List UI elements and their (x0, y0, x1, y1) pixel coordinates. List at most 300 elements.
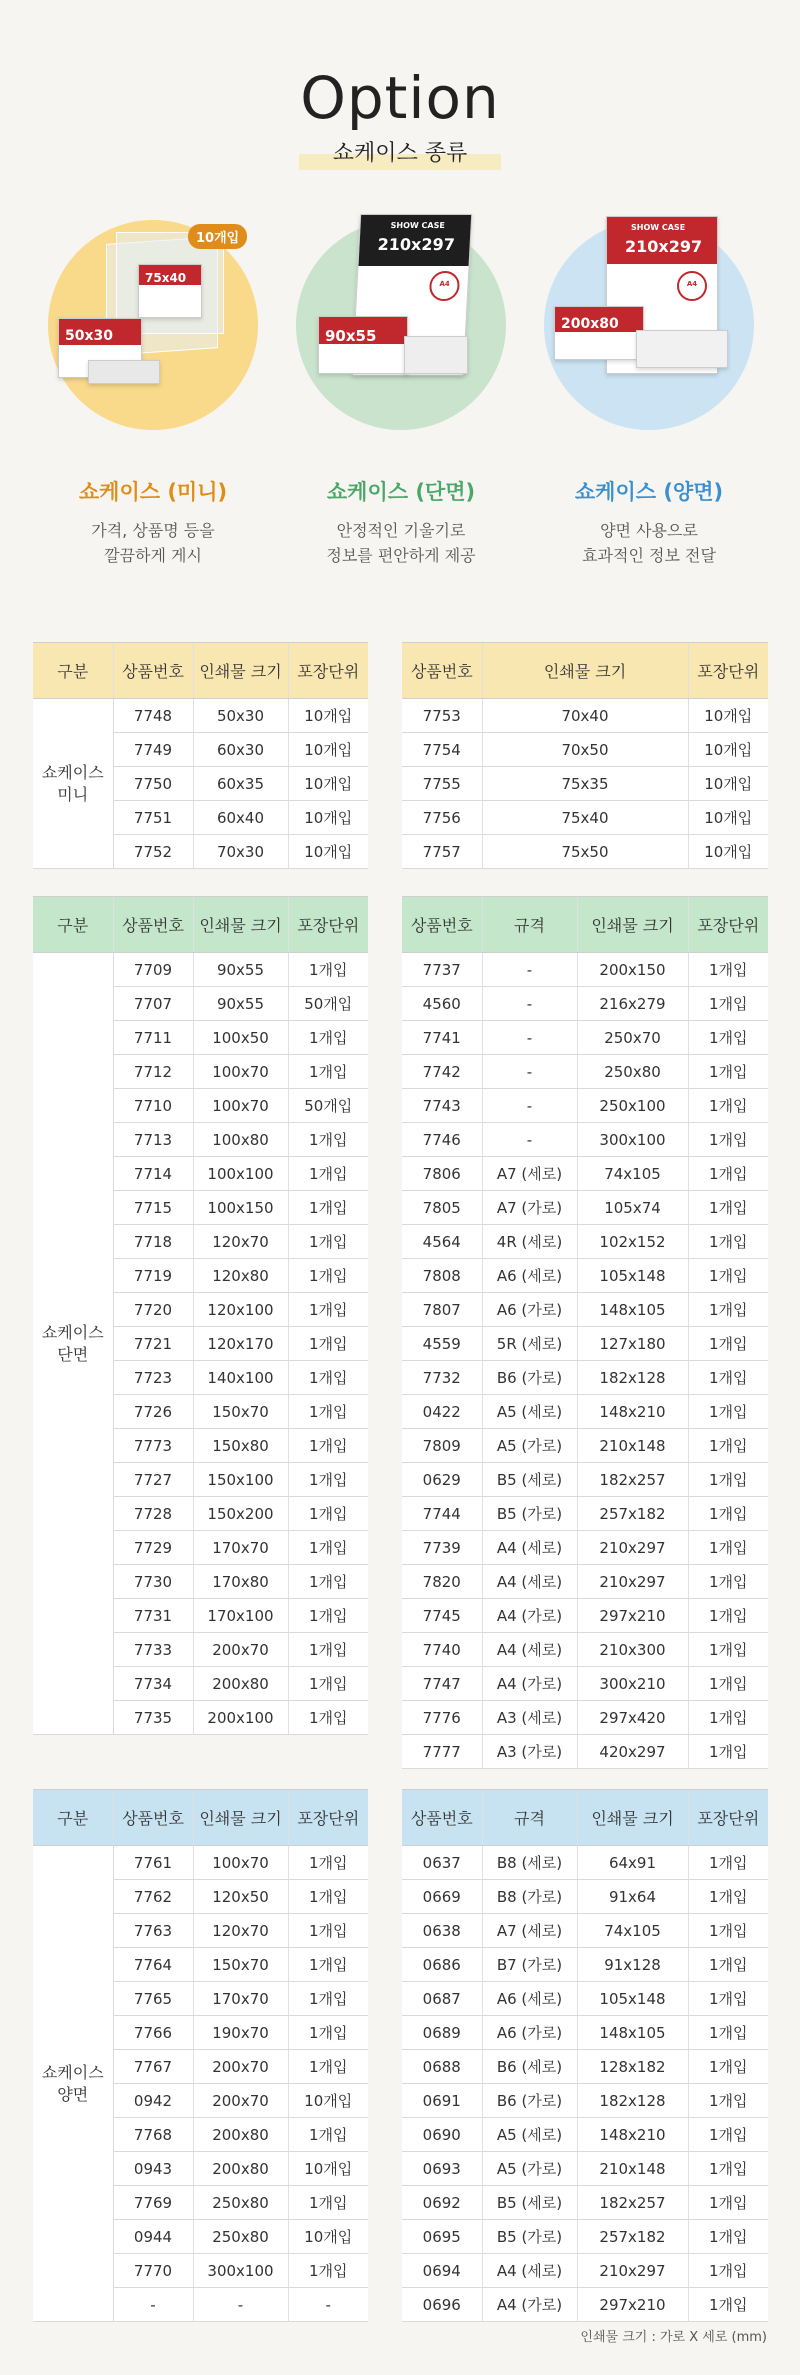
table-cell: A4 (세로) (482, 1565, 577, 1599)
table-row (402, 2118, 768, 2152)
table-cell: 182x257 (577, 2186, 688, 2220)
column-header: 상품번호 (402, 897, 482, 953)
table-cell: 1개입 (288, 1701, 368, 1735)
column-header: 포장단위 (688, 897, 768, 953)
table-cell: 148x105 (577, 1293, 688, 1327)
table-cell: 100x70 (193, 1846, 288, 1880)
product-single (281, 220, 521, 568)
table-cell: 1개입 (688, 1361, 768, 1395)
table-cell: 7743 (402, 1089, 482, 1123)
table-cell: 190x70 (193, 2016, 288, 2050)
table-cell: 1개입 (288, 2186, 368, 2220)
table-row (402, 2152, 768, 2186)
mini-table-left (33, 642, 368, 869)
table-cell: A4 (세로) (482, 2254, 577, 2288)
table-row (402, 1191, 768, 1225)
table-cell: 1개입 (688, 1395, 768, 1429)
table-cell: 7752 (113, 835, 193, 869)
column-header: 구분 (33, 643, 113, 699)
single-label-90x55: 90x55 (325, 327, 377, 345)
table-cell: 7761 (113, 1846, 193, 1880)
table-cell: 1개입 (688, 1846, 768, 1880)
table-cell: 7718 (113, 1225, 193, 1259)
table-cell: 1개입 (688, 1497, 768, 1531)
column-header: 인쇄물 크기 (193, 643, 288, 699)
table-cell: 7737 (402, 953, 482, 987)
table-cell: 1개입 (288, 1429, 368, 1463)
table-cell: 70x40 (482, 699, 688, 733)
table-cell: 1개입 (688, 1914, 768, 1948)
column-header: 상품번호 (113, 897, 193, 953)
table-cell: 1개입 (288, 2016, 368, 2050)
table-cell: 1개입 (288, 1123, 368, 1157)
table-cell: 10개입 (288, 767, 368, 801)
table-cell: 7734 (113, 1667, 193, 1701)
table-row (402, 1880, 768, 1914)
page-subtitle: 쇼케이스 종류 (299, 138, 502, 170)
table-cell: 1개입 (688, 1565, 768, 1599)
table-cell: 250x80 (193, 2186, 288, 2220)
column-header: 포장단위 (688, 643, 768, 699)
table-cell: A7 (세로) (482, 1914, 577, 1948)
table-cell: 10개입 (688, 733, 768, 767)
table-cell: 250x80 (193, 2220, 288, 2254)
column-header: 구분 (33, 897, 113, 953)
double-table-left (33, 1789, 368, 2322)
table-cell: 1개입 (688, 2050, 768, 2084)
table-cell: 90x55 (193, 987, 288, 1021)
table-cell: B5 (가로) (482, 1497, 577, 1531)
table-cell: 0692 (402, 2186, 482, 2220)
table-cell: 210x297 (577, 2254, 688, 2288)
table-cell: 7754 (402, 733, 482, 767)
table-cell: 200x80 (193, 1667, 288, 1701)
table-cell: 0693 (402, 2152, 482, 2186)
table-cell: B8 (세로) (482, 1846, 577, 1880)
table-cell: 7711 (113, 1021, 193, 1055)
table-cell: 7767 (113, 2050, 193, 2084)
table-cell: 7740 (402, 1633, 482, 1667)
table-row (402, 1157, 768, 1191)
table-cell: B6 (가로) (482, 1361, 577, 1395)
table-cell: 10개입 (688, 801, 768, 835)
table-cell: 1개입 (288, 1914, 368, 1948)
product-double-name: 쇼케이스 (양면) (574, 480, 724, 504)
table-cell: 1개입 (688, 1667, 768, 1701)
group-label: 쇼케이스 단면 (33, 953, 113, 1735)
table-cell: 1개입 (688, 1327, 768, 1361)
table-cell: 1개입 (288, 1191, 368, 1225)
product-double-image (544, 220, 754, 430)
table-cell: 0943 (113, 2152, 193, 2186)
table-cell: 50개입 (288, 987, 368, 1021)
table-cell: 0691 (402, 2084, 482, 2118)
table-cell: 1개입 (688, 1463, 768, 1497)
table-cell: 150x80 (193, 1429, 288, 1463)
table-cell: 7719 (113, 1259, 193, 1293)
double-label-showcase: SHOW CASE (631, 223, 686, 232)
table-cell: A5 (가로) (482, 2152, 577, 2186)
table-cell: 7753 (402, 699, 482, 733)
table-row (402, 953, 768, 987)
table-cell: 1개입 (688, 2254, 768, 2288)
table-cell: 7757 (402, 835, 482, 869)
table-cell: 7709 (113, 953, 193, 987)
table-row (402, 2186, 768, 2220)
column-header: 인쇄물 크기 (577, 897, 688, 953)
table-cell: 200x100 (193, 1701, 288, 1735)
table-cell: 170x70 (193, 1531, 288, 1565)
table-cell: 7750 (113, 767, 193, 801)
table-cell: B6 (세로) (482, 2050, 577, 2084)
table-cell: 60x40 (193, 801, 288, 835)
table-cell: 1개입 (288, 1021, 368, 1055)
table-row (402, 733, 768, 767)
table-cell: 7739 (402, 1531, 482, 1565)
table-cell: 7805 (402, 1191, 482, 1225)
table-cell: 7746 (402, 1123, 482, 1157)
table-cell: 7773 (113, 1429, 193, 1463)
table-cell: 0944 (113, 2220, 193, 2254)
table-cell: 200x80 (193, 2152, 288, 2186)
pack-badge: 10개입 (188, 224, 247, 249)
table-cell: 200x70 (193, 1633, 288, 1667)
table-cell: 7808 (402, 1259, 482, 1293)
table-cell: 1개입 (288, 1361, 368, 1395)
table-cell: 1개입 (288, 1157, 368, 1191)
table-row (402, 2050, 768, 2084)
table-cell: B6 (가로) (482, 2084, 577, 2118)
table-cell: 1개입 (288, 1531, 368, 1565)
table-cell: B5 (세로) (482, 1463, 577, 1497)
table-cell: 1개입 (688, 1599, 768, 1633)
table-cell: 1개입 (288, 953, 368, 987)
table-cell: 200x70 (193, 2084, 288, 2118)
table-cell: 1개입 (288, 2050, 368, 2084)
table-cell: 7732 (402, 1361, 482, 1395)
table-cell: 216x279 (577, 987, 688, 1021)
table-cell: 150x70 (193, 1948, 288, 1982)
table-cell: 170x80 (193, 1565, 288, 1599)
table-cell: 120x50 (193, 1880, 288, 1914)
table-cell: 7710 (113, 1089, 193, 1123)
table-cell: 300x210 (577, 1667, 688, 1701)
table-row (402, 2016, 768, 2050)
table-cell: 10개입 (288, 699, 368, 733)
table-cell: 170x100 (193, 1599, 288, 1633)
table-cell: A6 (세로) (482, 1982, 577, 2016)
table-row (402, 987, 768, 1021)
table-cell: 7769 (113, 2186, 193, 2220)
table-cell: 210x297 (577, 1565, 688, 1599)
table-cell: 100x70 (193, 1089, 288, 1123)
column-header: 인쇄물 크기 (482, 643, 688, 699)
table-cell: 210x297 (577, 1531, 688, 1565)
table-cell: 4559 (402, 1327, 482, 1361)
table-cell: 1개입 (288, 1225, 368, 1259)
single-label-210x297: 210x297 (377, 235, 456, 254)
table-row (33, 953, 368, 987)
table-cell: 1개입 (288, 1497, 368, 1531)
table-cell: 7770 (113, 2254, 193, 2288)
table-cell: 1개입 (688, 1259, 768, 1293)
table-cell: 1개입 (288, 1327, 368, 1361)
table-cell: 105x148 (577, 1982, 688, 2016)
table-cell: 120x80 (193, 1259, 288, 1293)
column-header: 인쇄물 크기 (193, 897, 288, 953)
table-cell: - (482, 987, 577, 1021)
table-cell: 102x152 (577, 1225, 688, 1259)
table-row (402, 699, 768, 733)
table-cell: 0629 (402, 1463, 482, 1497)
table-cell: 7747 (402, 1667, 482, 1701)
table-cell: 7768 (113, 2118, 193, 2152)
table-row (402, 1846, 768, 1880)
table-cell: 1개입 (688, 2220, 768, 2254)
table-cell: 1개입 (288, 1395, 368, 1429)
table-cell: 140x100 (193, 1361, 288, 1395)
table-cell: 120x70 (193, 1225, 288, 1259)
table-cell: 60x30 (193, 733, 288, 767)
table-cell: - (482, 1055, 577, 1089)
table-cell: 7748 (113, 699, 193, 733)
table-cell: 7806 (402, 1157, 482, 1191)
table-cell: 7714 (113, 1157, 193, 1191)
table-cell: - (482, 1021, 577, 1055)
table-cell: 127x180 (577, 1327, 688, 1361)
table-row (402, 2220, 768, 2254)
table-cell: 1개입 (288, 1055, 368, 1089)
table-cell: 1개입 (688, 1157, 768, 1191)
table-cell: 1개입 (288, 1880, 368, 1914)
table-cell: 1개입 (688, 987, 768, 1021)
table-cell: 7721 (113, 1327, 193, 1361)
table-row (402, 1021, 768, 1055)
table-cell: 7745 (402, 1599, 482, 1633)
double-label-210x297: 210x297 (625, 237, 703, 256)
table-row (402, 1225, 768, 1259)
table-cell: 297x420 (577, 1701, 688, 1735)
table-row (402, 2254, 768, 2288)
mini-label-75x40: 75x40 (145, 271, 187, 285)
table-row (402, 801, 768, 835)
table-cell: 1개입 (688, 2016, 768, 2050)
table-cell: 1개입 (688, 2084, 768, 2118)
table-cell: 7755 (402, 767, 482, 801)
table-cell: 91x64 (577, 1880, 688, 1914)
table-cell: 100x100 (193, 1157, 288, 1191)
table-cell: 250x100 (577, 1089, 688, 1123)
table-cell: 1개입 (288, 1463, 368, 1497)
mini-table-right (402, 642, 768, 869)
table-cell: 120x170 (193, 1327, 288, 1361)
table-cell: 200x70 (193, 2050, 288, 2084)
column-header: 포장단위 (288, 897, 368, 953)
table-cell: A3 (가로) (482, 1735, 577, 1769)
double-label-200x80: 200x80 (561, 316, 619, 332)
product-single-image (296, 220, 506, 430)
table-row (402, 1982, 768, 2016)
product-single-name: 쇼케이스 (단면) (326, 480, 476, 504)
table-row (402, 1735, 768, 1769)
double-table-right (402, 1789, 768, 2322)
table-cell: 0688 (402, 2050, 482, 2084)
table-row (402, 1497, 768, 1531)
table-cell: 148x210 (577, 2118, 688, 2152)
table-cell: 1개입 (688, 953, 768, 987)
product-double (529, 220, 769, 568)
table-cell: A7 (가로) (482, 1191, 577, 1225)
table-cell: 1개입 (688, 2288, 768, 2322)
table-row (402, 2288, 768, 2322)
column-header: 포장단위 (688, 1790, 768, 1846)
table-cell: 7726 (113, 1395, 193, 1429)
table-cell: 7729 (113, 1531, 193, 1565)
table-cell: 0687 (402, 1982, 482, 2016)
table-cell: 7807 (402, 1293, 482, 1327)
table-cell: 1개입 (688, 1948, 768, 1982)
table-cell: 1개입 (688, 1021, 768, 1055)
table-cell: 7756 (402, 801, 482, 835)
table-cell: 7723 (113, 1361, 193, 1395)
table-row (402, 1667, 768, 1701)
single-table-left (33, 896, 368, 1735)
table-cell: 7776 (402, 1701, 482, 1735)
table-cell: 70x50 (482, 733, 688, 767)
table-cell: 75x50 (482, 835, 688, 869)
table-cell: 0637 (402, 1846, 482, 1880)
table-cell: 74x105 (577, 1157, 688, 1191)
table-cell: 210x148 (577, 1429, 688, 1463)
table-cell: 1개입 (688, 1982, 768, 2016)
table-row (33, 699, 368, 733)
table-cell: 7764 (113, 1948, 193, 1982)
table-cell: 7730 (113, 1565, 193, 1599)
table-cell: A5 (세로) (482, 2118, 577, 2152)
product-double-desc: 양면 사용으로 효과적인 정보 전달 (582, 521, 716, 565)
table-cell: 1개입 (288, 1599, 368, 1633)
table-cell: 182x128 (577, 1361, 688, 1395)
table-cell: 1개입 (688, 2118, 768, 2152)
product-mini-desc: 가격, 상품명 등을 깔끔하게 게시 (91, 521, 215, 565)
table-cell: 0695 (402, 2220, 482, 2254)
product-mini (33, 220, 273, 568)
table-cell: 105x74 (577, 1191, 688, 1225)
table-cell: 182x128 (577, 2084, 688, 2118)
table-cell: 250x70 (577, 1021, 688, 1055)
table-cell: A6 (가로) (482, 1293, 577, 1327)
table-cell: 5R (세로) (482, 1327, 577, 1361)
table-cell: A7 (세로) (482, 1157, 577, 1191)
table-row (402, 1123, 768, 1157)
table-cell: 1개입 (288, 1982, 368, 2016)
table-cell: 250x80 (577, 1055, 688, 1089)
table-cell: B5 (가로) (482, 2220, 577, 2254)
table-cell: 300x100 (193, 2254, 288, 2288)
table-cell: B5 (세로) (482, 2186, 577, 2220)
table-cell: 75x35 (482, 767, 688, 801)
table-cell: A5 (세로) (482, 1395, 577, 1429)
table-cell: 10개입 (288, 2152, 368, 2186)
table-cell: A4 (가로) (482, 1667, 577, 1701)
table-cell: 148x105 (577, 2016, 688, 2050)
table-cell: 60x35 (193, 767, 288, 801)
column-header: 포장단위 (288, 1790, 368, 1846)
table-cell: 10개입 (288, 835, 368, 869)
table-cell: 0942 (113, 2084, 193, 2118)
table-cell: - (113, 2288, 193, 2322)
table-cell: 1개입 (288, 1565, 368, 1599)
table-cell: - (482, 1089, 577, 1123)
table-row (33, 1846, 368, 1880)
table-cell: 10개입 (288, 2220, 368, 2254)
column-header: 인쇄물 크기 (577, 1790, 688, 1846)
single-label-showcase: SHOW CASE (390, 221, 446, 230)
table-cell: 7744 (402, 1497, 482, 1531)
table-cell: 1개입 (288, 1293, 368, 1327)
table-cell: 297x210 (577, 1599, 688, 1633)
column-header: 인쇄물 크기 (193, 1790, 288, 1846)
table-cell: A4 (가로) (482, 1599, 577, 1633)
table-cell: 1개입 (288, 1948, 368, 1982)
table-cell: 7707 (113, 987, 193, 1021)
table-cell: A3 (세로) (482, 1701, 577, 1735)
table-cell: 1개입 (688, 2152, 768, 2186)
table-cell: 7820 (402, 1565, 482, 1599)
table-cell: 200x80 (193, 2118, 288, 2152)
table-cell: 1개입 (688, 1089, 768, 1123)
table-cell: 1개입 (688, 1735, 768, 1769)
table-row (402, 1531, 768, 1565)
table-cell: 1개입 (688, 1055, 768, 1089)
table-cell: 1개입 (688, 1531, 768, 1565)
table-cell: 90x55 (193, 953, 288, 987)
column-header: 상품번호 (402, 1790, 482, 1846)
table-cell: 1개입 (288, 1259, 368, 1293)
table-cell: 1개입 (688, 1225, 768, 1259)
table-row (402, 1701, 768, 1735)
group-label: 쇼케이스 미니 (33, 699, 113, 869)
table-row (402, 1463, 768, 1497)
table-cell: A4 (가로) (482, 2288, 577, 2322)
table-cell: 10개입 (688, 767, 768, 801)
table-cell: 0686 (402, 1948, 482, 1982)
table-cell: 10개입 (688, 699, 768, 733)
footnote: 인쇄물 크기 : 가로 X 세로 (mm) (580, 2330, 767, 2345)
mini-label-50x30: 50x30 (65, 328, 113, 344)
single-table-right (402, 896, 768, 1769)
table-cell: 1개입 (288, 1633, 368, 1667)
table-cell: 100x80 (193, 1123, 288, 1157)
table-row (402, 1429, 768, 1463)
table-cell: 300x100 (577, 1123, 688, 1157)
table-cell: 0694 (402, 2254, 482, 2288)
table-cell: 1개입 (688, 1293, 768, 1327)
table-cell: 7765 (113, 1982, 193, 2016)
table-cell: 10개입 (288, 801, 368, 835)
table-cell: 7735 (113, 1701, 193, 1735)
table-cell: 50개입 (288, 1089, 368, 1123)
table-cell: - (482, 953, 577, 987)
table-cell: 7809 (402, 1429, 482, 1463)
table-cell: 91x128 (577, 1948, 688, 1982)
table-cell: 100x150 (193, 1191, 288, 1225)
table-cell: 74x105 (577, 1914, 688, 1948)
table-row (402, 835, 768, 869)
table-cell: 257x182 (577, 2220, 688, 2254)
table-cell: 7749 (113, 733, 193, 767)
table-cell: 4560 (402, 987, 482, 1021)
